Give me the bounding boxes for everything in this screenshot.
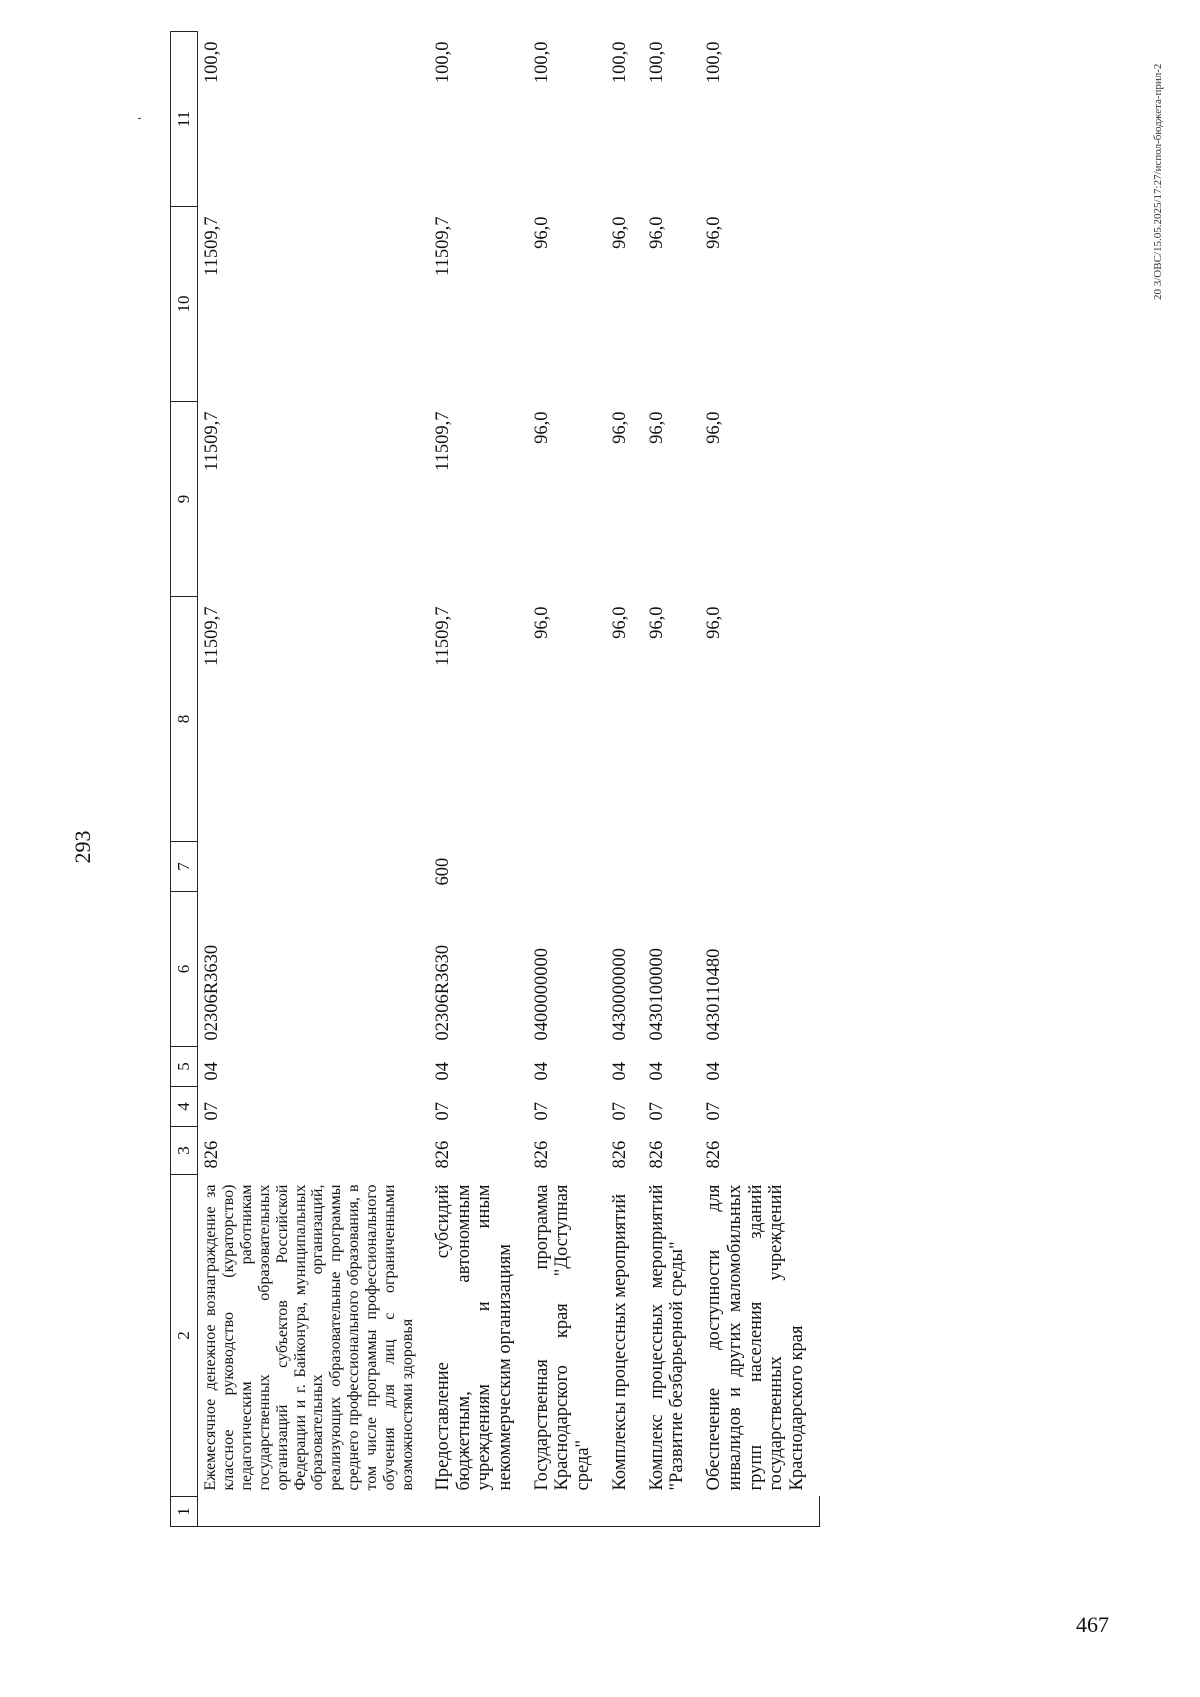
subsection-code: 04 [646,1062,667,1081]
amount-col-9: 96,0 [609,411,630,444]
ministry-code: 826 [531,1140,552,1169]
percent-col-11: 100,0 [202,41,222,84]
ministry-code: 826 [646,1140,667,1169]
expense-name: Комплексы процессных мероприятий [609,1193,630,1491]
col-header-1: 1 [171,1497,198,1527]
row-number-cell [700,1497,820,1527]
ministry-code: 826 [432,1140,453,1169]
expense-name: Ежемесячное денежное вознаграждение за классное руководство (кураторство) педагогическим работникам государственных образовательных организаций субъектов Российской Федерации и г. Байконура, муниципальных образовательных организаций, реализующих образовательные программы среднего профессионального образования, в том числе программы профессионального обучения для лиц с ограниченными возможностями здоровья [202,1184,416,1491]
col-header-10: 10 [171,207,198,402]
col-header-6: 6 [171,892,198,1047]
subsection-code: 04 [202,1062,222,1081]
budget-table [170,31,820,1527]
amount-col-10: 96,0 [531,216,552,249]
page-number-bottom: 467 [1076,1612,1109,1637]
ministry-code: 826 [609,1140,630,1169]
col-header-5: 5 [171,1047,198,1087]
col-header-9: 9 [171,402,198,597]
row-number-cell [606,1497,643,1527]
expense-name: Комплекс процессных мероприятий "Развитие безбарьерной среды" [646,1184,688,1491]
subsection-code: 04 [432,1062,453,1081]
row-number-cell [198,1497,429,1527]
amount-col-9: 96,0 [531,411,552,444]
expense-name: Государственная программа Краснодарского края "Доступная среда" [531,1184,594,1491]
target-item-code: 0430100000 [646,948,667,1041]
row-number-cell [528,1497,606,1527]
section-code: 07 [202,1102,222,1121]
section-code: 07 [531,1102,552,1121]
expense-type-code [606,842,643,892]
col-header-4: 4 [171,1087,198,1127]
amount-col-10: 11509,7 [432,216,453,276]
row-number-cell [643,1497,700,1527]
expense-type-code: 600 [432,857,453,886]
amount-col-10: 11509,7 [202,216,222,276]
amount-col-8: 96,0 [609,606,630,639]
percent-col-11: 100,0 [646,41,667,84]
expense-name: Обеспечение доступности для инвалидов и других маломобильных групп населения зданий государственных учреждений Краснодарского края [704,1184,807,1491]
amount-col-8: 11509,7 [432,606,453,666]
ministry-code: 826 [202,1140,222,1169]
scan-mark [138,118,141,119]
amount-col-8: 96,0 [531,606,552,639]
table-row [429,32,528,1527]
row-number-cell [429,1497,528,1527]
amount-col-8: 96,0 [646,606,667,639]
amount-col-10: 96,0 [704,216,725,249]
section-code: 07 [704,1102,725,1121]
amount-col-9: 11509,7 [202,411,222,471]
amount-col-10: 96,0 [646,216,667,249]
table-row [606,32,643,1527]
amount-col-9: 96,0 [704,411,725,444]
subsection-code: 04 [704,1062,725,1081]
col-header-7: 7 [171,842,198,892]
target-item-code: 0400000000 [531,948,552,1041]
header-row [171,32,198,1527]
target-item-code: 0430110480 [704,948,725,1041]
section-code: 07 [646,1102,667,1121]
target-item-code: 0430000000 [609,948,630,1041]
page-number-top: 293 [70,830,95,864]
table-row [528,32,606,1527]
amount-col-8: 11509,7 [202,606,222,666]
percent-col-11: 100,0 [432,41,453,84]
target-item-code: 02306R3630 [432,944,453,1041]
amount-col-9: 96,0 [646,411,667,444]
table-row [643,32,700,1527]
expense-type-code [528,842,606,892]
expense-type-code [643,842,700,892]
expense-type-code [198,842,429,892]
subsection-code: 04 [609,1062,630,1081]
document-code: 20 3/ОВС/15.05.2025/17:27/испол-бюджета-прил-2 [1152,63,1164,300]
amount-col-8: 96,0 [704,606,725,639]
amount-col-10: 96,0 [609,216,630,249]
col-header-2: 2 [171,1175,198,1497]
expense-type-code [700,842,820,892]
percent-col-11: 100,0 [531,41,552,84]
percent-col-11: 100,0 [704,41,725,84]
col-header-8: 8 [171,597,198,842]
percent-col-11: 100,0 [609,41,630,84]
expense-name: Предоставление субсидий бюджетным, автономным учреждениям и иным некоммерческим организациям [432,1184,516,1491]
amount-col-9: 11509,7 [432,411,453,471]
target-item-code: 02306R3630 [202,944,222,1041]
col-header-3: 3 [171,1127,198,1175]
subsection-code: 04 [531,1062,552,1081]
col-header-11: 11 [171,32,198,207]
section-code: 07 [432,1102,453,1121]
table-row [198,32,429,1527]
section-code: 07 [609,1102,630,1121]
ministry-code: 826 [704,1140,725,1169]
table-row [700,32,820,1527]
